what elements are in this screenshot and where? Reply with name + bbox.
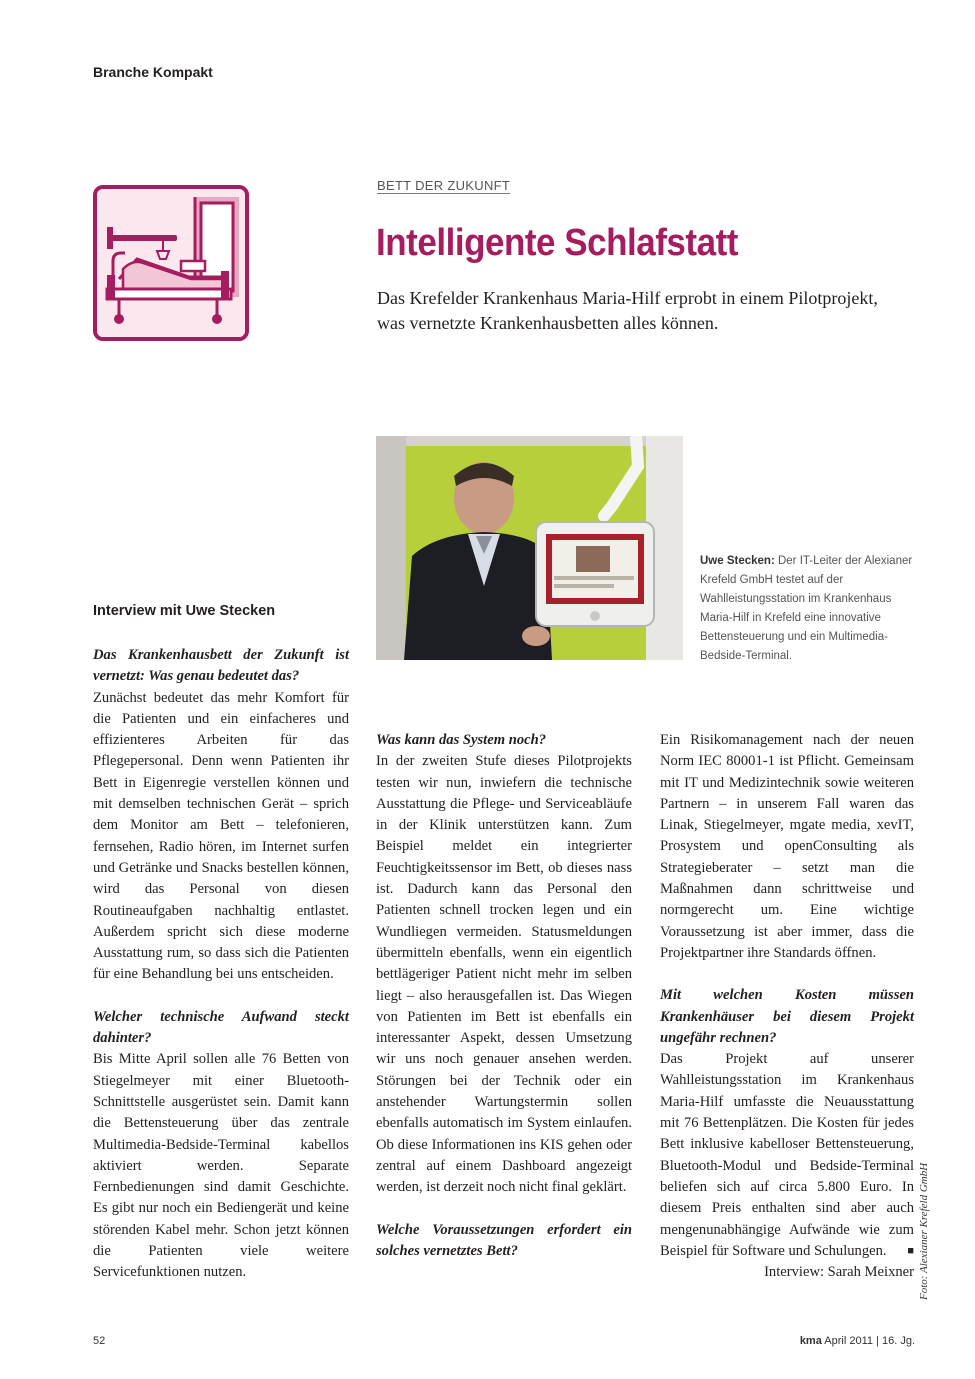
page-number: 52 bbox=[93, 1335, 106, 1347]
hospital-bed-icon bbox=[93, 185, 249, 341]
question-4: Welche Voraussetzungen erfordert ein solches vernetztes Bett? bbox=[376, 1221, 632, 1259]
footer-brand: kma bbox=[799, 1335, 822, 1347]
photo-caption bbox=[700, 552, 920, 666]
article-kicker: BETT DER ZUKUNFT bbox=[377, 178, 511, 193]
answer-2: Bis Mitte April sollen alle 76 Betten von Stiegelmeyer mit einer Bluetooth-Schnittstelle ausgerüstet sein. Damit kann die Bettensteuerung über das zentrale Multimedia-Bedside-Terminal kabellos aktiviert werden. Separate Fernbedienungen sind damit Geschichte. Es gibt nur noch ein Bediengerät und keine störenden Kabel mehr. Schon jetzt können die Patienten viele weitere Servicefunktionen nutzen. bbox=[93, 1051, 349, 1281]
caption-name: Uwe Stecken: bbox=[700, 555, 775, 567]
answer-4: Ein Risikomanagement nach der neuen Norm IEC 80001-1 ist Pflicht. Gemeinsam mit IT und Medizintechnik sowie weiteren Partnern – in unserem Fall waren das Linak, Stiegelmeyer, mgate media, xevIT, Prosystem und openConsulting als Strategieberater – setzt man die Maßnahmen dann schrittweise und normgerecht um. Eine wichtige Voraussetzung ist aber immer, dass die Projektpartner ihre Standards öffnen. bbox=[660, 732, 914, 961]
photo-credit: Foto: Alexianer Krefeld GmbH bbox=[918, 1162, 930, 1300]
question-5: Mit welchen Kosten müssen Krankenhäuser bei diesem Projekt ungefähr rechnen? bbox=[660, 987, 914, 1046]
article-lead: Das Krefelder Krankenhaus Maria-Hilf erprobt in einem Pilotprojekt, was vernetzte Krankenhausbetten alles können. bbox=[377, 288, 878, 333]
byline: Interview: Sarah Meixner bbox=[764, 1264, 914, 1281]
answer-3: In der zweiten Stufe dieses Pilotprojekts testen wir nun, inwiefern die technische Ausstattung die Pflege- und Serviceabläufe in der Klinik unterstützen kann. Zum Beispiel meldet ein integrierter Feuchtigkeitssensor im Bett, ob dieses nass ist. Dadurch kann das Personal den Patienten schnell trocken legen und ein Wundliegen vermeiden. Statusmeldungen übermitteln ebenfalls, wenn ein eigentlich bettlägeriger Patient nicht mehr im selben liegt – also herausgefallen ist. Das Wiegen von Patienten im Bett ist ebenfalls ein interessanter Aspekt, dessen Umsetzung wir uns noch genauer ansehen werden. Störungen bei der Technik oder ein anstehender Wartungstermin sollen ebenfalls automatisch im System einlaufen. Ob diese Informationen ins KIS gehen oder zentral auf einem Dashboard angezeigt werden, ist derzeit noch nicht final geklärt. bbox=[376, 753, 632, 1196]
answer-1: Zunächst bedeutet das mehr Komfort für die Patienten und ein einfacheres und effizienteres Arbeiten für das Pflegepersonal. Denn wenn Patienten ihr Bett in Eigenregie verstellen können und mit demselben technischen Gerät – sprich dem Monitor am Bett – telefonieren, fernsehen, Radio hören, im Internet surfen und Getränke und Snacks bestellen können, wird das Personal von diesen Routineaufgaben nachhaltig entlastet. Außerdem spricht sich diese moderne Ausstattung rum, so dass sich die Patienten für eine Behandlung bei uns entscheiden. bbox=[93, 689, 349, 983]
question-2: Welcher technische Aufwand steckt dahinter? bbox=[93, 1008, 349, 1047]
caption-text: Der IT-Leiter der Alexianer Krefeld GmbH testet auf der Wahlleistungsstation im Krankenhaus Maria-Hilf in Krefeld eine innovative Bettensteuerung und ein Multimedia-Bedside-Terminal. bbox=[700, 555, 913, 662]
end-mark: ■ bbox=[907, 1244, 914, 1257]
column-1 bbox=[93, 645, 349, 1284]
question-1: Das Krankenhausbett der Zukunft ist vernetzt: Was genau bedeutet das? bbox=[93, 647, 349, 685]
footer-issue bbox=[800, 1335, 915, 1347]
column-2 bbox=[376, 730, 632, 1262]
article-title: Intelligente Schlafstatt bbox=[376, 222, 738, 264]
answer-5-text: Das Projekt auf unserer Wahlleistungsstation im Krankenhaus Maria-Hilf umfasste die Neuausstattung mit 76 Bettenplätzen. Die Kosten für jedes Bett inklusive kabelloser Bettensteuerung, Bluetooth-Modul und Bedside-Terminal beliefen sich auf circa 5.800 Euro. In diesem Preis enthalten sind aber auch mengenunabhängige Aufwände wie zum Beispiel für Software und Schulungen. bbox=[660, 1051, 914, 1259]
photo-illustration bbox=[376, 436, 683, 660]
section-label: Branche Kompakt bbox=[93, 64, 213, 80]
interview-heading: Interview mit Uwe Stecken bbox=[93, 603, 276, 619]
hospital-bed-illustration bbox=[97, 189, 245, 337]
article-photo bbox=[376, 436, 683, 660]
column-3 bbox=[660, 730, 914, 1283]
answer-5 bbox=[660, 1049, 914, 1262]
question-3: Was kann das System noch? bbox=[376, 732, 547, 748]
footer-issue-text: April 2011 | 16. Jg. bbox=[821, 1335, 915, 1347]
